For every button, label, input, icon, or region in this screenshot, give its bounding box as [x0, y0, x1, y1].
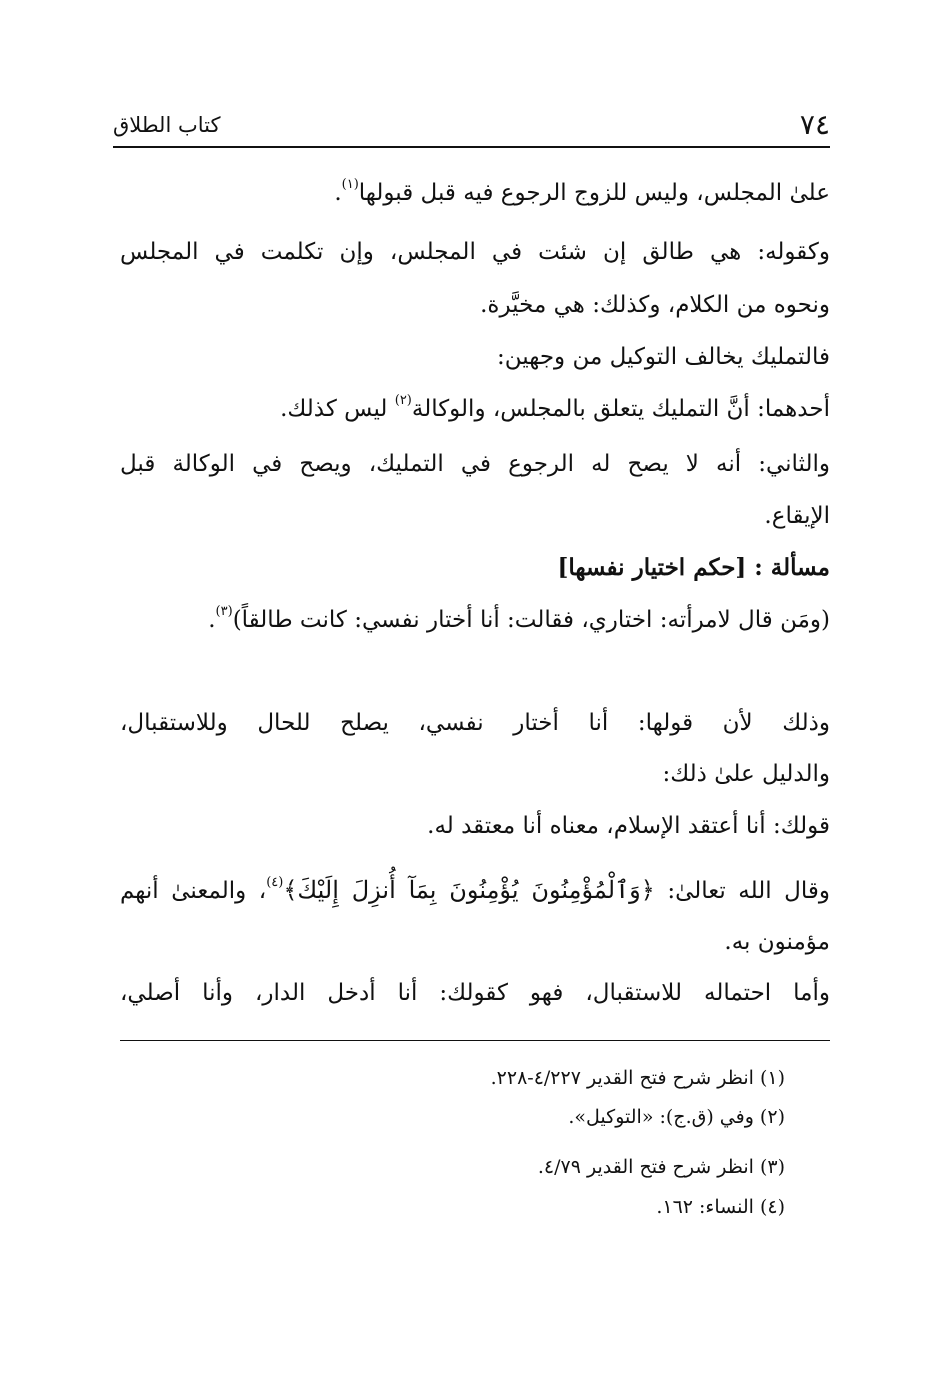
text-line: وأما احتماله للاستقبال، فهو كقولك: أنا أدخل الدار، وأنا أصلي، — [120, 980, 830, 1006]
text-line: الإيقاع. — [764, 503, 830, 529]
footnote-ref: (١) — [341, 177, 359, 192]
text-line: ونحوه من الكلام، وكذلك: هي مخيَّرة. — [480, 292, 830, 318]
text-line: مؤمنون به. — [724, 929, 830, 955]
text-line: والدليل علىٰ ذلك: — [662, 761, 830, 787]
footnote: (١) انظر شرح فتح القدير ٤/٢٢٧-٢٢٨. — [490, 1067, 785, 1089]
page-number: ٧٤ — [799, 108, 830, 141]
text-line: والثاني: أنه لا يصح له الرجوع في التمليك، ويصح في الوكالة قبل — [120, 451, 830, 477]
text-line: قولك: أنا أعتقد الإسلام، معناه أنا معتقد له. — [427, 813, 830, 839]
page-header — [113, 104, 830, 148]
footnote-ref: (٣) — [215, 604, 233, 619]
text-line: فالتمليك يخالف التوكيل من وجهين: — [497, 344, 830, 370]
footnote: (٢) وفي (ق.ج): «التوكيل». — [568, 1106, 785, 1128]
text-line: وذلك لأن قولها: أنا أختار نفسي، يصلح للحال وللاستقبال، — [120, 710, 830, 736]
book-title: كتاب الطلاق — [113, 113, 221, 137]
footnote: (٣) انظر شرح فتح القدير ٤/٧٩. — [537, 1156, 785, 1178]
text-line: وكقوله: هي طالق إن شئت في المجلس، وإن تكلمت في المجلس — [120, 239, 830, 265]
text-line: علىٰ المجلس، وليس للزوج الرجوع فيه قبل قبولها$^{(١)}$. — [334, 177, 830, 206]
text-line: (ومَن قال لامرأته: اختاري، فقالت: أنا أختار نفسي: كانت طالقاً)$^{(٣)}$. — [208, 604, 830, 633]
footnote-separator — [120, 1040, 830, 1041]
text-line: وقال الله تعالىٰ: ﴿وَٱلْمُؤْمِنُونَ يُؤْمِنُونَ بِمَآ أُنزِلَ إِلَيْكَ﴾$^{(٤)}$، والمعنىٰ أنهم — [120, 875, 830, 904]
section-heading: مسألة : [حكم اختيار نفسها] — [557, 554, 830, 581]
footnote-ref: (٤) — [266, 875, 284, 890]
footnote-ref: (٢) — [394, 393, 412, 408]
footnote: (٤) النساء: ١٦٢. — [656, 1196, 785, 1218]
quran-verse: ﴿وَٱلْمُؤْمِنُونَ يُؤْمِنُونَ بِمَآ أُنزِلَ إِلَيْكَ﴾ — [283, 876, 655, 904]
text-line: أحدهما: أنَّ التمليك يتعلق بالمجلس، والوكالة$^{(٢)}$ ليس كذلك. — [280, 393, 830, 422]
